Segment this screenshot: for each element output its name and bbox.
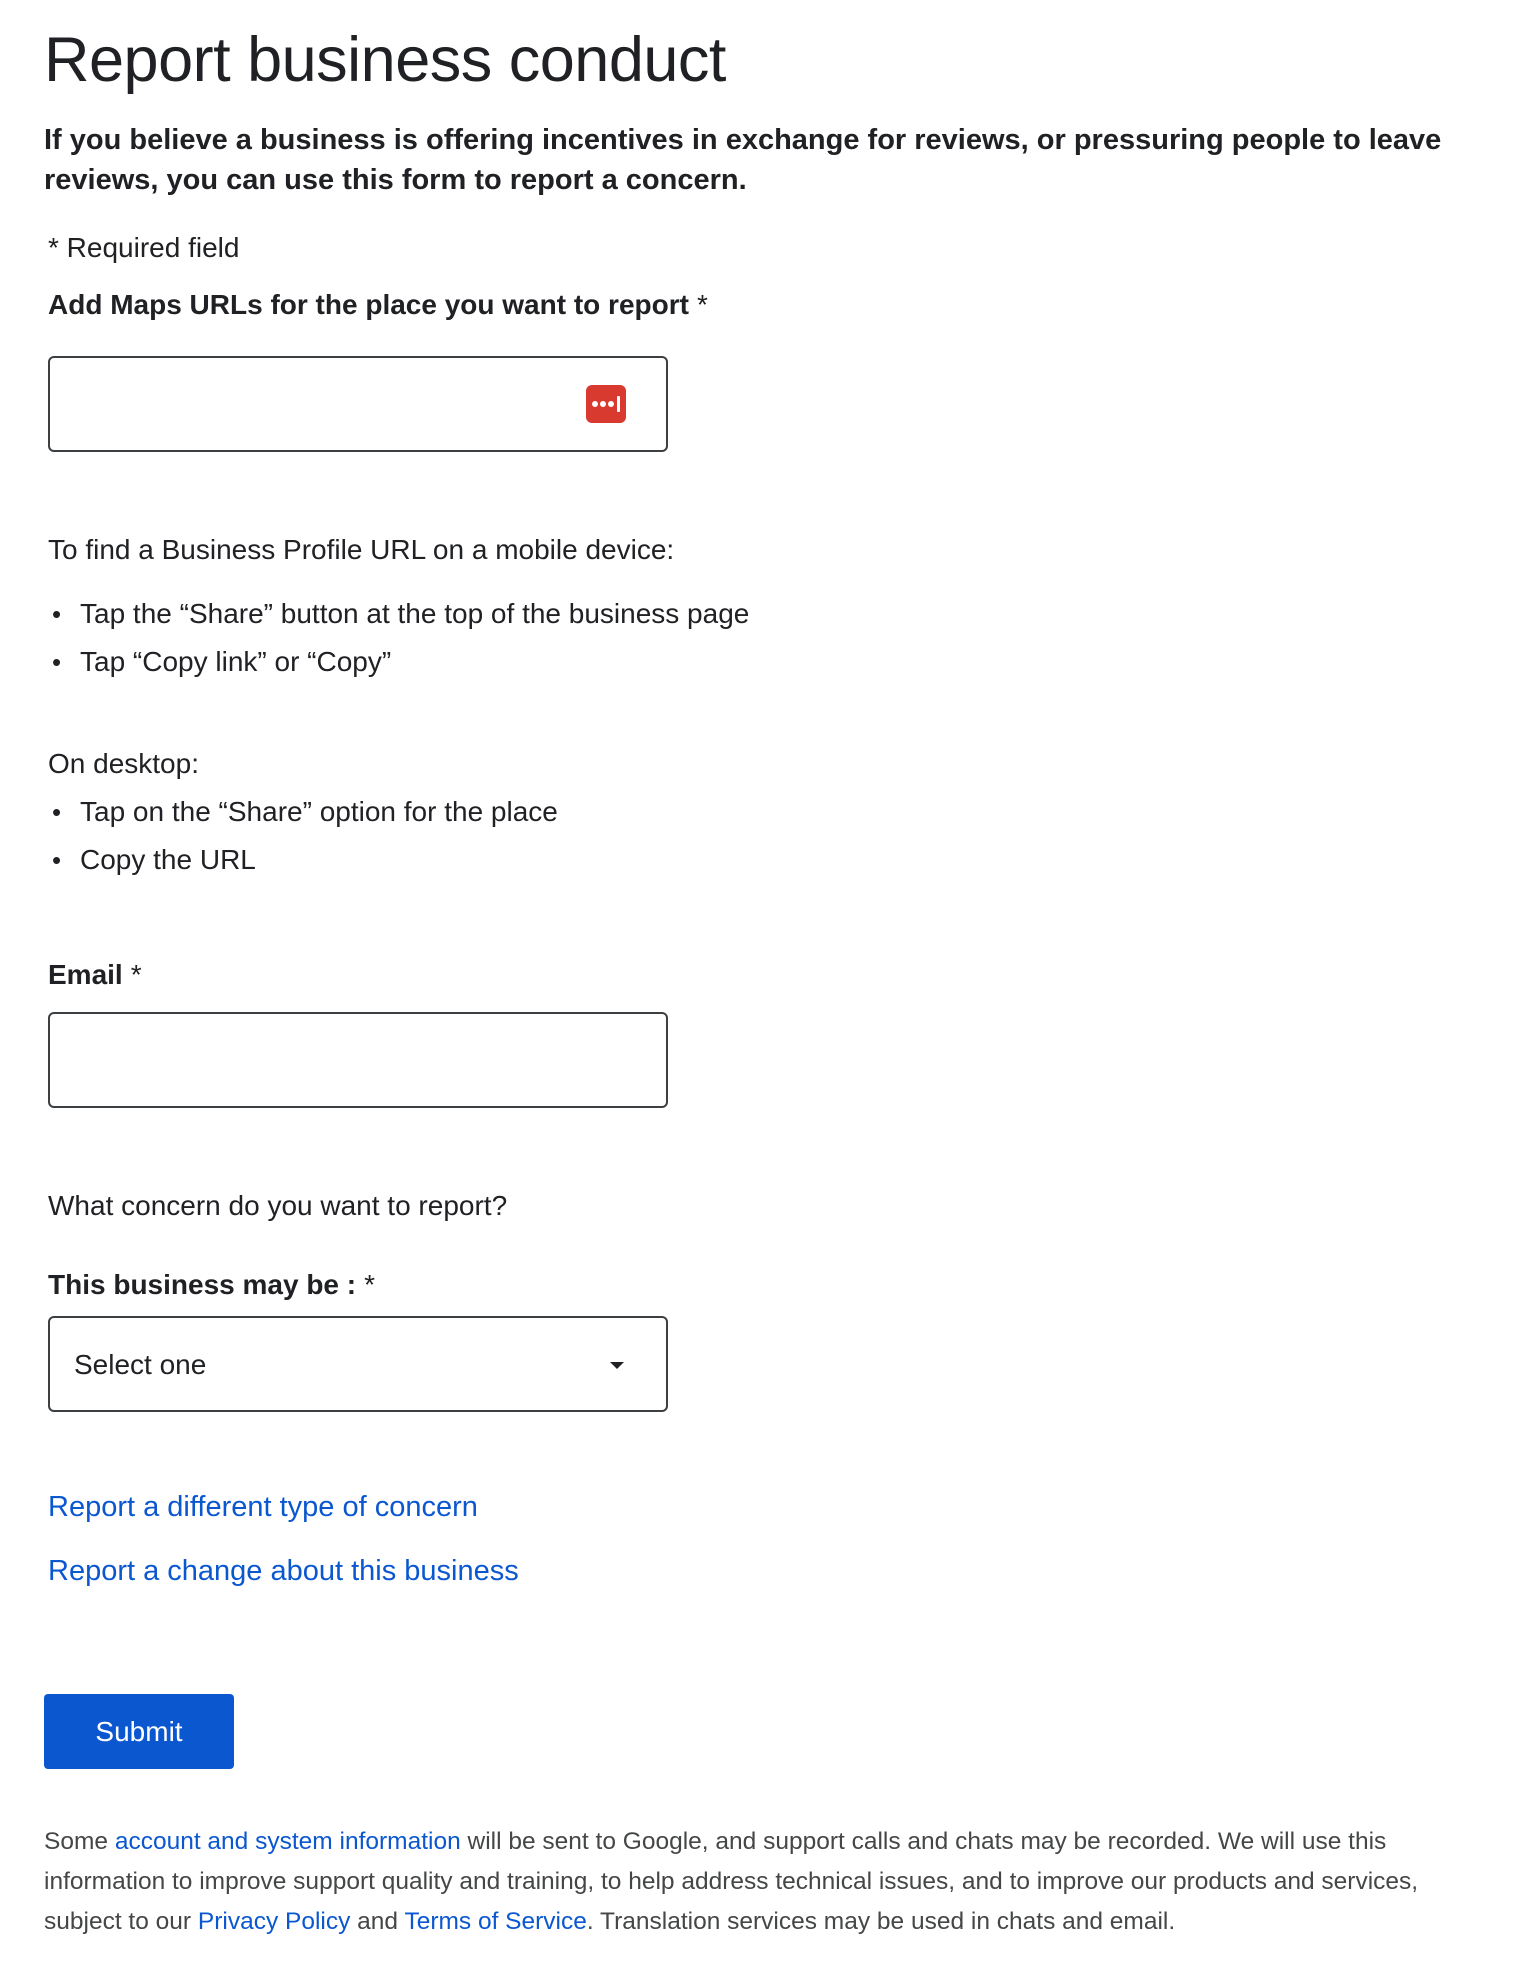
maps-url-label-text: Add Maps URLs for the place you want to report — [48, 289, 689, 320]
disclaimer-text — [44, 1822, 1484, 1942]
privacy-policy-link[interactable]: Privacy Policy — [197, 1908, 351, 1935]
business-may-be-label-text: This business may be : — [48, 1269, 357, 1300]
disclaimer-part-2: will be sent to Google, and support calls and chats may be recorded. We will use this information to improve support quality and training, to help address technical issues, and to improve our products and services, subject to our — [44, 1828, 1419, 1935]
concern-select[interactable] — [48, 1316, 668, 1412]
list-item: • Copy the URL — [48, 836, 558, 884]
password-manager-icon[interactable] — [586, 385, 626, 423]
required-field-note: * Required field — [48, 232, 240, 263]
account-system-info-link[interactable]: account and system information — [114, 1828, 461, 1855]
concern-question: What concern do you want to report? — [48, 1190, 508, 1221]
maps-url-field[interactable] — [48, 356, 668, 452]
maps-url-label — [48, 287, 708, 323]
list-item: • Tap the “Share” button at the top of the business page — [48, 590, 749, 638]
maps-url-input[interactable] — [70, 378, 570, 430]
submit-button[interactable]: Submit — [44, 1694, 234, 1769]
list-item: • Tap “Copy link” or “Copy” — [48, 638, 749, 686]
mobile-instructions-heading: To find a Business Profile URL on a mobile device: — [48, 534, 675, 565]
desktop-instructions-list — [48, 788, 558, 884]
list-item: • Tap on the “Share” option for the place — [48, 788, 558, 836]
page-title: Report business conduct — [44, 25, 726, 95]
email-label-text: Email — [48, 959, 123, 990]
email-input[interactable] — [70, 1034, 570, 1086]
chevron-down-icon — [610, 1362, 624, 1369]
report-business-change-link[interactable]: Report a change about this business — [48, 1555, 519, 1587]
intro-text: If you believe a business is offering incentives in exchange for reviews, or pressuring people to leave reviews, you can use this form to report a concern. — [44, 124, 1442, 196]
business-may-be-label — [48, 1267, 375, 1303]
disclaimer-part-4: . Translation services may be used in chats and email. — [586, 1908, 1176, 1935]
required-marker: * — [696, 289, 708, 320]
email-field[interactable] — [48, 1012, 668, 1108]
report-different-concern-link[interactable]: Report a different type of concern — [48, 1491, 478, 1523]
disclaimer-part-1: Some — [44, 1828, 115, 1855]
required-marker: * — [364, 1269, 376, 1300]
disclaimer-part-3: and — [350, 1908, 405, 1935]
email-label — [48, 957, 142, 993]
mobile-instructions-list — [48, 590, 749, 686]
desktop-instructions-heading: On desktop: — [48, 748, 199, 779]
required-marker: * — [130, 959, 142, 990]
terms-of-service-link[interactable]: Terms of Service — [404, 1908, 587, 1935]
concern-select-value: Select one — [74, 1349, 207, 1380]
